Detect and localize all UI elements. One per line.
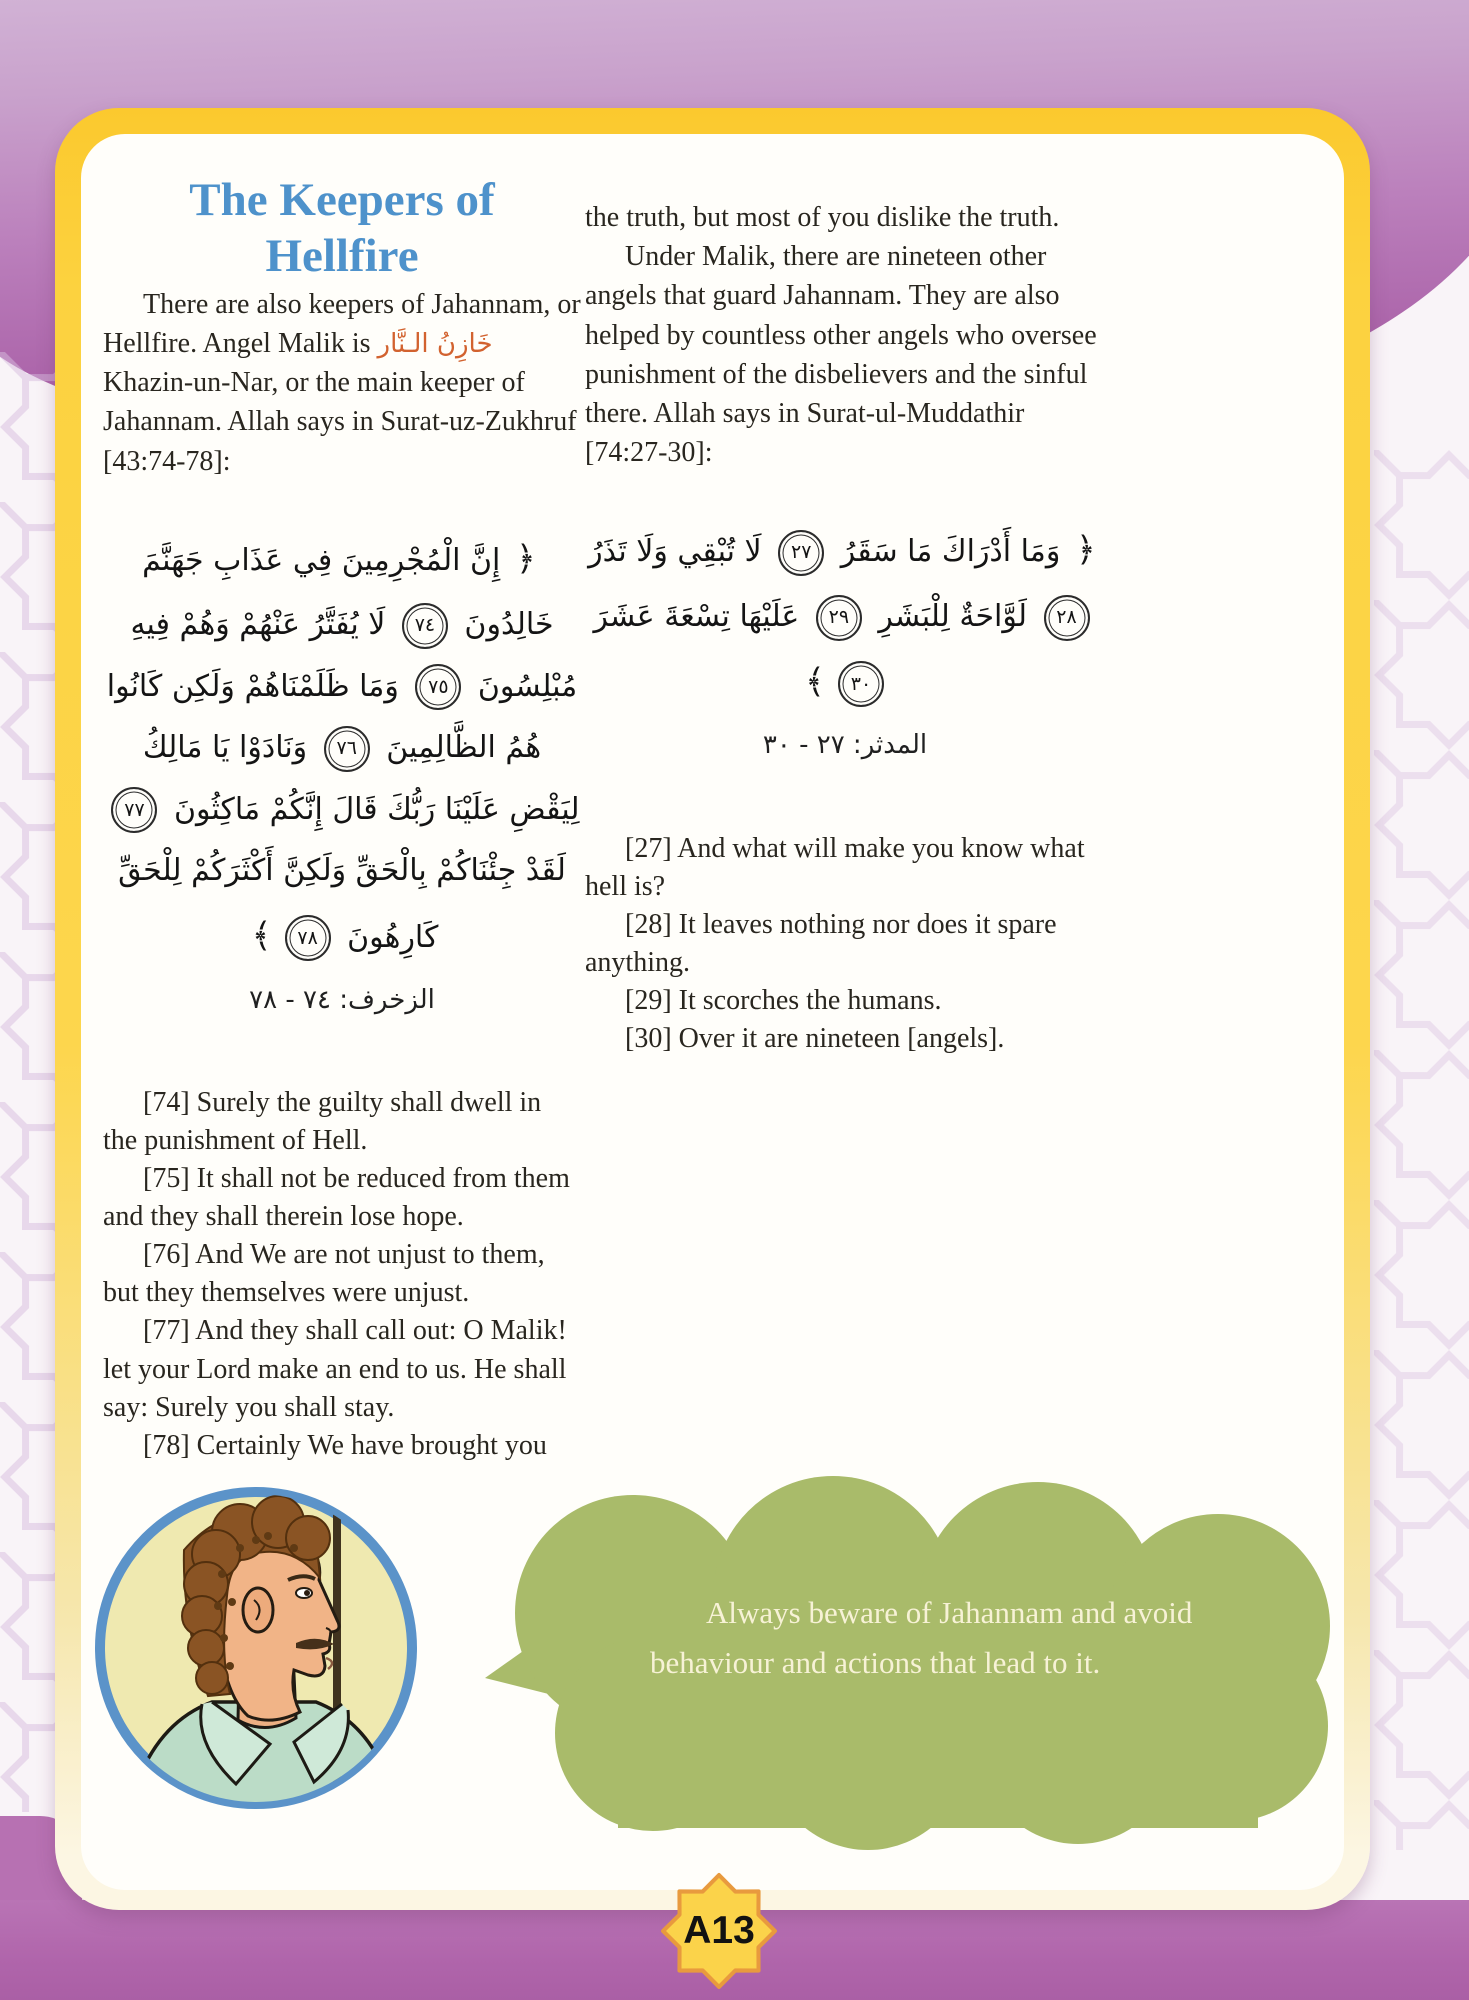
- translation-paragraph: [29] It scorches the humans.: [625, 984, 942, 1016]
- verse-open-ornament: ﴿: [515, 538, 536, 579]
- translations-right: [585, 830, 1105, 1058]
- speech-bubble-text: Always beware of Jahannam and avoid behaviour and actions that lead to it.: [650, 1595, 1193, 1680]
- islamic-pattern-left: [0, 352, 62, 1812]
- verse-citation-right: المدثر: ٢٧ - ٣٠: [762, 730, 928, 761]
- body-paragraph: Under Malik, there are nineteen other angels that guard Jahannam. They are also helped by countless other angels who oversee punishment of the disbelievers and the sinful there. Allah says in Surat-ul-Muddathir [74:27-30]:: [585, 241, 1097, 469]
- translations-left: [103, 1084, 581, 1465]
- page-number-badge: [658, 1870, 780, 1992]
- intro-text-before: There are also keepers of Jahannam, or Hellfire. Angel Malik is: [103, 288, 581, 359]
- verse-close-ornament: ﴾: [251, 915, 272, 956]
- translation-paragraph: [77] And they shall call out: O Malik! let your Lord make an end to us. He shall say: Surely you shall stay.: [103, 1315, 567, 1423]
- translation-paragraph: [28] It leaves nothing nor does it spare anything.: [585, 908, 1057, 978]
- arabic-verse-left: [103, 525, 581, 972]
- verse-citation-left: الزخرف: ٧٤ - ٧٨: [249, 984, 435, 1015]
- inline-arabic-phrase: خَازِنُ الـنَّار: [377, 328, 493, 359]
- page-title-line2: Hellfire: [265, 230, 419, 283]
- page-number-label: A13: [683, 1909, 755, 1952]
- translation-paragraph: [27] And what will make you know what hell is?: [585, 832, 1085, 902]
- intro-paragraph: [103, 285, 581, 481]
- verse-close-ornament: ﴾: [805, 661, 825, 702]
- arabic-verse-right-text: وَمَا أَدْرَاكَ مَا سَقَرُ ٢٧ لَا تُبْقِي وَلَا تَذَرُ ٢٨ لَوَّاحَةٌ لِلْبَشَرِ ٢٩ عَلَيْهَا تِسْعَةَ عَشَرَ ٣٠: [588, 534, 1096, 700]
- page-title-line1: The Keepers of: [189, 174, 495, 226]
- page-title: [103, 172, 581, 285]
- translation-paragraph: [75] It shall not be reduced from them and they shall therein lose hope.: [103, 1163, 570, 1233]
- continuation-paragraph: the truth, but most of you dislike the truth.: [585, 202, 1060, 233]
- verse-open-ornament: ﴿: [1075, 530, 1096, 571]
- arabic-verse-right: [585, 516, 1105, 717]
- right-column: [585, 198, 1105, 1058]
- translation-paragraph: [78] Certainly We have brought you: [143, 1429, 547, 1461]
- translation-paragraph: [30] Over it are nineteen [angels].: [625, 1022, 1005, 1054]
- translation-paragraph: [74] Surely the guilty shall dwell in the punishment of Hell.: [103, 1086, 542, 1157]
- man-portrait-illustration: [90, 1482, 422, 1814]
- arabic-verse-left-text: إِنَّ الْمُجْرِمِينَ فِي عَذَابِ جَهَنَّمَ خَالِدُونَ ٧٤ لَا يُفَتَّرُ عَنْهُمْ وَهُمْ فِيهِ مُبْلِسُونَ ٧٥ وَمَا ظَلَمْنَاهُمْ وَلَكِن كَانُوا هُمُ الظَّالِمِينَ ٧٦ وَنَادَوْا يَا مَالِكُ لِيَقْضِ عَلَيْنَا رَبُّكَ قَالَ إِنَّكُمْ مَاكِثُونَ ٧٧ لَقَدْ جِئْنَاكُمْ بِالْحَقِّ وَلَكِنَّ أَكْثَرَكُمْ لِلْحَقِّ كَارِهُونَ ٧٨: [104, 543, 579, 955]
- intro-text-after: Khazin-un-Nar, or the main keeper of Jahannam. Allah says in Surat-uz-Zukhruf [43:74-78]:: [103, 367, 577, 477]
- islamic-pattern-right: [1374, 450, 1469, 1850]
- translation-paragraph: [76] And We are not unjust to them, but they themselves were unjust.: [103, 1239, 545, 1309]
- left-column: [103, 172, 581, 1465]
